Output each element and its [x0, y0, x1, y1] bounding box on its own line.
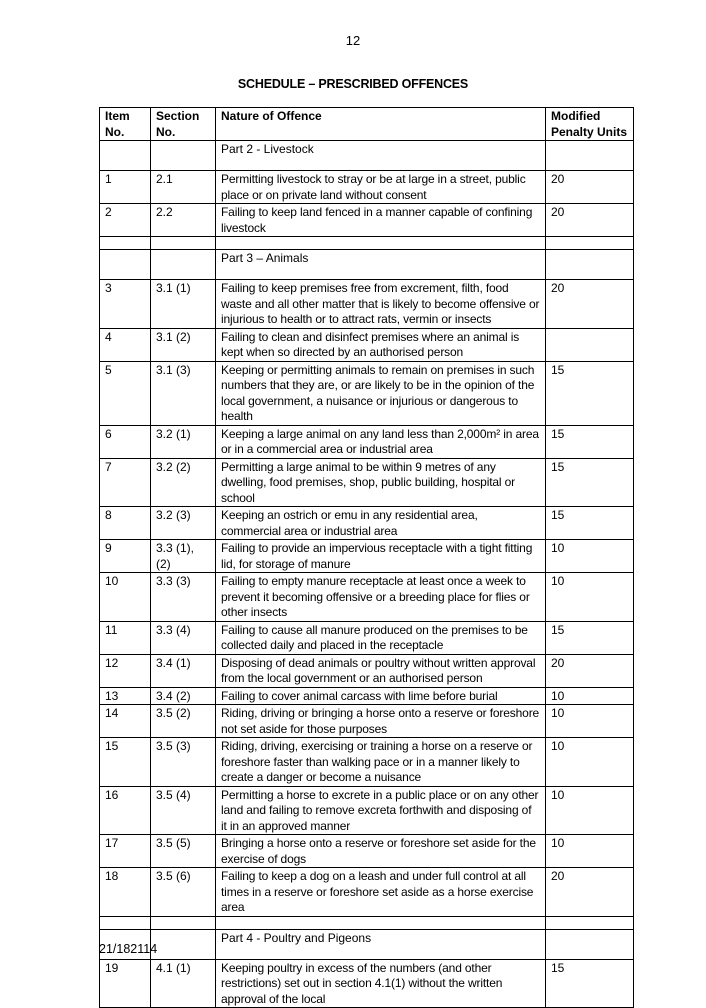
- spacer-cell: [216, 916, 546, 929]
- offence-description: Disposing of dead animals or poultry without written approval from the local government or an authorised person: [216, 654, 546, 687]
- section-number: 3.4 (1): [151, 654, 216, 687]
- table-body: [100, 141, 634, 1008]
- table-row: [100, 786, 634, 835]
- section-number: 3.5 (3): [151, 738, 216, 787]
- item-number: 4: [100, 328, 151, 361]
- section-number: 4.1 (1): [151, 959, 216, 1008]
- empty-cell: [546, 929, 634, 959]
- spacer-row: [100, 237, 634, 250]
- spacer-row: [100, 916, 634, 929]
- penalty-units: 10: [546, 573, 634, 622]
- item-number: 12: [100, 654, 151, 687]
- table-row: [100, 425, 634, 458]
- empty-cell: [151, 929, 216, 959]
- empty-cell: [546, 141, 634, 171]
- offence-description: Riding, driving, exercising or training a horse on a reserve or foreshore faster than walking pace or in a manner likely to create a danger or become a nuisance: [216, 738, 546, 787]
- table-row: [100, 361, 634, 425]
- offence-description: Failing to keep land fenced in a manner capable of confining livestock: [216, 204, 546, 237]
- header-section: Section No.: [151, 108, 216, 141]
- table-row: [100, 738, 634, 787]
- offence-description: Failing to cover animal carcass with lime before burial: [216, 687, 546, 705]
- table-row: [100, 280, 634, 329]
- section-number: 3.1 (1): [151, 280, 216, 329]
- spacer-cell: [546, 916, 634, 929]
- offence-description: Keeping a large animal on any land less than 2,000m² in area or in a commercial area or industrial area: [216, 425, 546, 458]
- table-row: [100, 458, 634, 507]
- section-number: 3.1 (2): [151, 328, 216, 361]
- item-number: 19: [100, 959, 151, 1008]
- part-heading-row: [100, 929, 634, 959]
- penalty-units: 20: [546, 204, 634, 237]
- penalty-units: 15: [546, 425, 634, 458]
- section-number: 3.5 (4): [151, 786, 216, 835]
- header-item: Item No.: [100, 108, 151, 141]
- item-number: 17: [100, 835, 151, 868]
- offence-description: Bringing a horse onto a reserve or foreshore set aside for the exercise of dogs: [216, 835, 546, 868]
- empty-cell: [100, 250, 151, 280]
- table-row: [100, 835, 634, 868]
- item-number: 10: [100, 573, 151, 622]
- page-number: 12: [345, 33, 361, 48]
- item-number: 7: [100, 458, 151, 507]
- table-header-row: [100, 108, 634, 141]
- item-number: 2: [100, 204, 151, 237]
- item-number: 5: [100, 361, 151, 425]
- offence-description: Failing to empty manure receptacle at least once a week to prevent it becoming offensive or a breeding place for flies or other insects: [216, 573, 546, 622]
- part-heading-row: [100, 250, 634, 280]
- spacer-cell: [151, 916, 216, 929]
- offence-description: Failing to keep premises free from excrement, filth, food waste and all other matter that is likely to become offensive or injurious to health or to attract rats, vermin or insects: [216, 280, 546, 329]
- section-number: 3.3 (3): [151, 573, 216, 622]
- empty-cell: [151, 250, 216, 280]
- part-heading-row: [100, 141, 634, 171]
- table-row: [100, 621, 634, 654]
- penalty-units: 10: [546, 705, 634, 738]
- spacer-cell: [100, 237, 151, 250]
- offence-description: Keeping or permitting animals to remain on premises in such numbers that they are, or are likely to be in the opinion of the local government, a nuisance or injurious or dangerous to health: [216, 361, 546, 425]
- section-number: 2.1: [151, 171, 216, 204]
- table-row: [100, 507, 634, 540]
- section-number: 3.2 (3): [151, 507, 216, 540]
- penalty-units: 20: [546, 280, 634, 329]
- penalty-units: 10: [546, 835, 634, 868]
- offence-description: Permitting a large animal to be within 9 metres of any dwelling, food premises, shop, public building, hospital or school: [216, 458, 546, 507]
- offence-description: Failing to provide an impervious receptacle with a tight fitting lid, for storage of manure: [216, 540, 546, 573]
- penalty-units: 15: [546, 621, 634, 654]
- item-number: 18: [100, 868, 151, 917]
- item-number: 1: [100, 171, 151, 204]
- item-number: 16: [100, 786, 151, 835]
- spacer-cell: [546, 237, 634, 250]
- penalty-units: 15: [546, 959, 634, 1008]
- penalty-units: 20: [546, 868, 634, 917]
- item-number: 14: [100, 705, 151, 738]
- table-row: [100, 540, 634, 573]
- section-number: 3.5 (6): [151, 868, 216, 917]
- penalty-units: 15: [546, 458, 634, 507]
- offence-description: Keeping poultry in excess of the numbers (and other restrictions) set out in section 4.1(1) without the written approval of the local: [216, 959, 546, 1008]
- penalty-units: 20: [546, 171, 634, 204]
- section-number: 3.5 (5): [151, 835, 216, 868]
- table-row: [100, 868, 634, 917]
- spacer-cell: [151, 237, 216, 250]
- empty-cell: [546, 250, 634, 280]
- penalty-units: 15: [546, 507, 634, 540]
- item-number: 15: [100, 738, 151, 787]
- penalty-units: 20: [546, 654, 634, 687]
- section-number: 3.1 (3): [151, 361, 216, 425]
- penalty-units: 10: [546, 738, 634, 787]
- section-number: 2.2: [151, 204, 216, 237]
- section-number: 3.3 (1), (2): [151, 540, 216, 573]
- spacer-cell: [216, 237, 546, 250]
- penalty-units: 15: [546, 361, 634, 425]
- empty-cell: [151, 141, 216, 171]
- empty-cell: [100, 141, 151, 171]
- table-row: [100, 573, 634, 622]
- item-number: 6: [100, 425, 151, 458]
- section-number: 3.5 (2): [151, 705, 216, 738]
- schedule-title: SCHEDULE – PRESCRIBED OFFENCES: [237, 77, 469, 91]
- item-number: 8: [100, 507, 151, 540]
- offence-description: Keeping an ostrich or emu in any residential area, commercial area or industrial area: [216, 507, 546, 540]
- offence-description: Failing to keep a dog on a leash and under full control at all times in a reserve or foreshore set aside as a horse exercise area: [216, 868, 546, 917]
- part-heading: Part 4 - Poultry and Pigeons: [216, 929, 546, 959]
- section-number: 3.2 (2): [151, 458, 216, 507]
- item-number: 9: [100, 540, 151, 573]
- item-number: 11: [100, 621, 151, 654]
- offence-description: Riding, driving or bringing a horse onto a reserve or foreshore not set aside for those purposes: [216, 705, 546, 738]
- part-heading: Part 3 – Animals: [216, 250, 546, 280]
- table-row: [100, 204, 634, 237]
- offence-description: Permitting livestock to stray or be at large in a street, public place or on private land without consent: [216, 171, 546, 204]
- header-nature: Nature of Offence: [216, 108, 546, 141]
- table-row: [100, 654, 634, 687]
- table-row: [100, 959, 634, 1008]
- penalty-units: 10: [546, 786, 634, 835]
- section-number: 3.3 (4): [151, 621, 216, 654]
- section-number: 3.4 (2): [151, 687, 216, 705]
- offence-description: Failing to cause all manure produced on the premises to be collected daily and placed in the receptacle: [216, 621, 546, 654]
- part-heading: Part 2 - Livestock: [216, 141, 546, 171]
- penalty-units: 10: [546, 540, 634, 573]
- item-number: 13: [100, 687, 151, 705]
- table-row: [100, 328, 634, 361]
- table-row: [100, 705, 634, 738]
- table-row: [100, 171, 634, 204]
- offences-table: [99, 107, 634, 1008]
- item-number: 3: [100, 280, 151, 329]
- section-number: 3.2 (1): [151, 425, 216, 458]
- header-units: Modified Penalty Units: [546, 108, 634, 141]
- penalty-units: [546, 328, 634, 361]
- table-row: [100, 687, 634, 705]
- offence-description: Failing to clean and disinfect premises where an animal is kept when so directed by an authorised person: [216, 328, 546, 361]
- spacer-cell: [100, 916, 151, 929]
- penalty-units: 10: [546, 687, 634, 705]
- document-reference: 21/182114: [99, 942, 158, 956]
- offence-description: Permitting a horse to excrete in a public place or on any other land and failing to remove excreta forthwith and disposing of it in an approved manner: [216, 786, 546, 835]
